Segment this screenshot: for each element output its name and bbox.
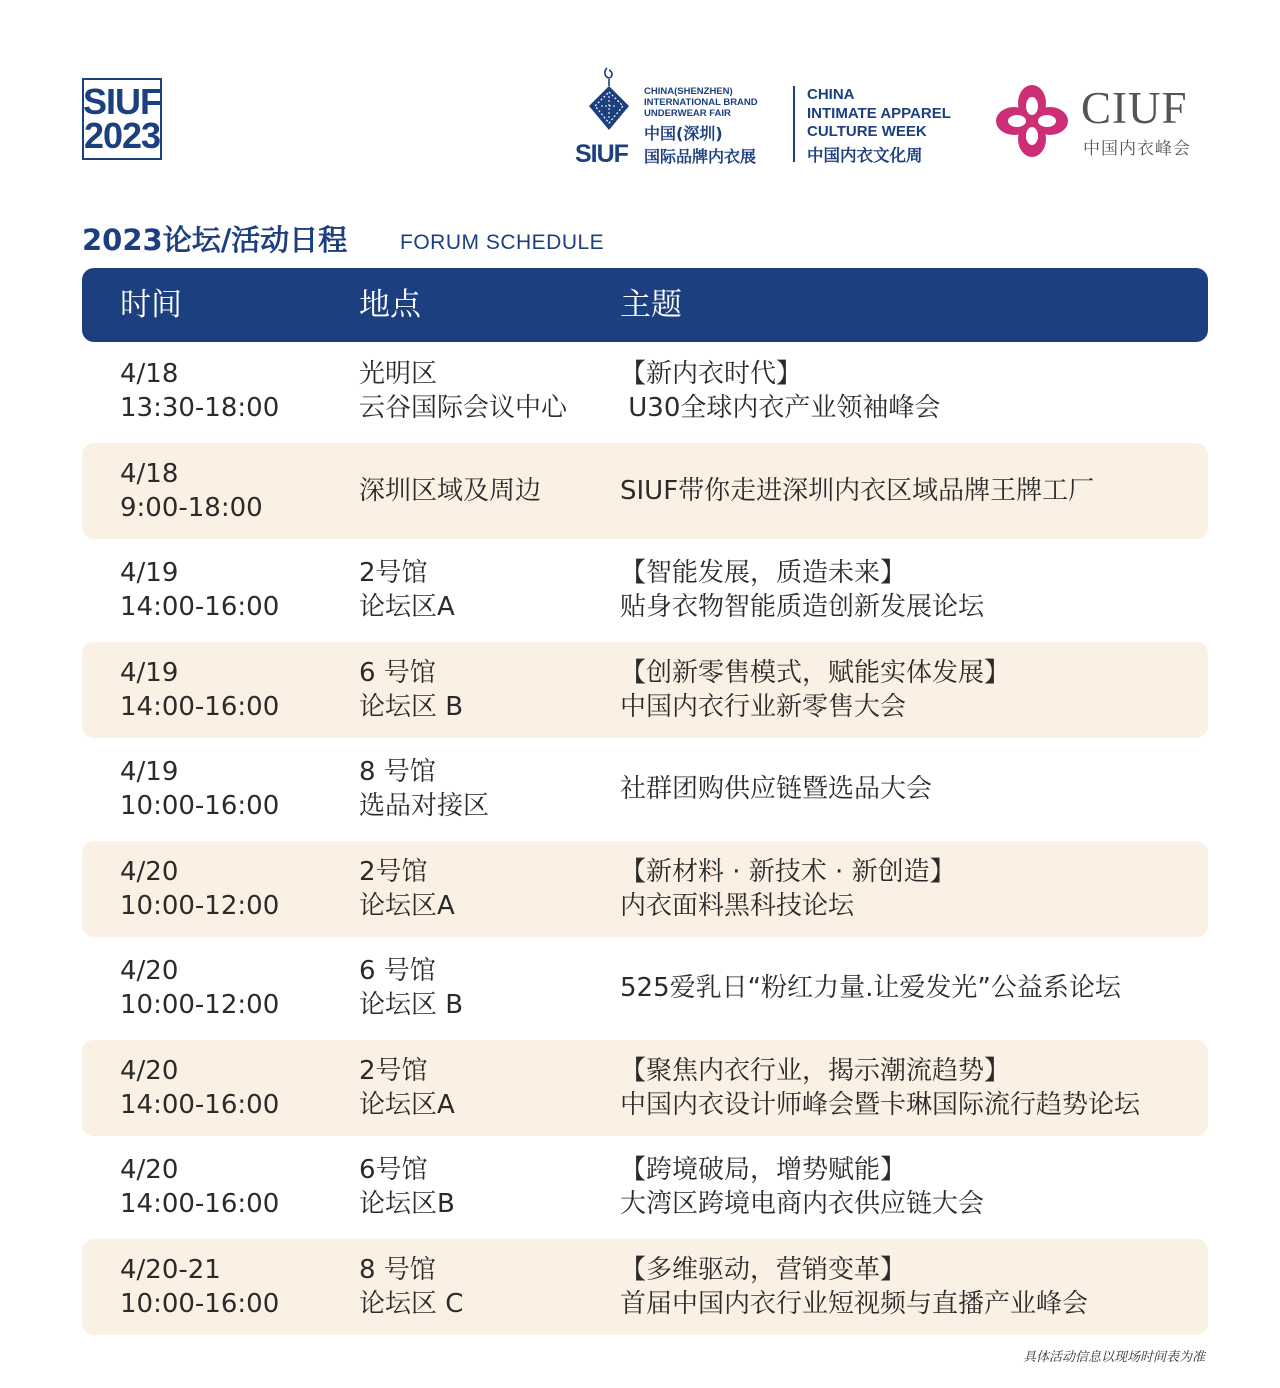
time-cell-line: 4/18 — [120, 359, 179, 389]
location-cell — [359, 642, 463, 738]
topic-cell-line: SIUF带你走进深圳内衣区域品牌王牌工厂 — [620, 476, 1095, 506]
topic-cell-line: 首届中国内衣行业短视频与直播产业峰会 — [620, 1289, 1089, 1319]
fair-cn-line: 国际品牌内衣展 — [644, 147, 757, 166]
fair-cn-line: 中国(深圳) — [644, 124, 723, 143]
location-cell — [359, 940, 463, 1036]
time-cell-line: 4/20 — [120, 1155, 179, 1185]
location-cell-line: 论坛区A — [359, 891, 455, 921]
culture-week-english — [807, 86, 951, 142]
topic-cell — [620, 741, 932, 837]
topic-cell — [620, 1040, 1140, 1136]
time-cell-line: 4/20 — [120, 1056, 179, 1086]
table-row — [82, 741, 1208, 837]
time-cell-line: 9:00-18:00 — [120, 493, 263, 523]
location-cell-line: 6 号馆 — [359, 658, 436, 688]
culture-week-chinese: 中国内衣文化周 — [807, 146, 923, 165]
time-cell-line: 4/18 — [120, 459, 179, 489]
location-cell-line: 2号馆 — [359, 1056, 428, 1086]
fair-en-line: INTERNATIONAL BRAND — [644, 97, 758, 108]
schedule-table-header — [82, 268, 1208, 342]
time-cell-line: 4/20 — [120, 956, 179, 986]
topic-cell — [620, 940, 1121, 1036]
location-cell — [359, 741, 489, 837]
topic-cell-line: 内衣面料黑科技论坛 — [620, 891, 855, 921]
column-header-location: 地点 — [359, 287, 421, 323]
time-cell-line: 14:00-16:00 — [120, 592, 280, 622]
footnote: 具体活动信息以现场时间表为准 — [1022, 1350, 1205, 1365]
location-cell-line: 论坛区 B — [359, 692, 464, 722]
location-cell-line: 6号馆 — [359, 1155, 428, 1185]
column-header-time: 时间 — [120, 287, 182, 323]
location-cell-line: 8 号馆 — [359, 1255, 436, 1285]
location-cell — [359, 443, 541, 539]
time-cell — [120, 542, 279, 638]
flower-icon — [995, 84, 1069, 158]
time-cell-line: 13:30-18:00 — [120, 393, 280, 423]
time-cell — [120, 1040, 279, 1136]
lace-emblem-icon — [585, 66, 633, 138]
topic-cell-line: 贴身衣物智能质造创新发展论坛 — [620, 592, 985, 622]
topic-cell — [620, 1139, 984, 1235]
time-cell-line: 10:00-12:00 — [120, 891, 280, 921]
time-cell-line: 10:00-16:00 — [120, 791, 280, 821]
location-cell-line: 6 号馆 — [359, 956, 436, 986]
location-cell-line: 2号馆 — [359, 857, 428, 887]
time-cell — [120, 1239, 279, 1335]
topic-cell-line: 中国内衣行业新零售大会 — [620, 692, 907, 722]
topic-cell — [620, 343, 940, 439]
page-subtitle: FORUM SCHEDULE — [400, 231, 605, 254]
table-row — [82, 1040, 1208, 1136]
location-cell — [359, 841, 455, 937]
table-row — [82, 343, 1208, 439]
location-cell-line: 8 号馆 — [359, 757, 436, 787]
topic-cell-line: U30全球内衣产业领袖峰会 — [620, 393, 941, 423]
time-cell-line: 4/19 — [120, 658, 179, 688]
table-row — [82, 443, 1208, 539]
location-cell-line: 论坛区A — [359, 1090, 455, 1120]
topic-cell — [620, 443, 1094, 539]
ciuf-wordmark: CIUF — [1081, 83, 1188, 133]
location-cell — [359, 1139, 455, 1235]
topic-cell-line: 525爱乳日“粉红力量.让爱发光”公益系论坛 — [620, 973, 1121, 1003]
topic-cell — [620, 841, 956, 937]
week-en-line: INTIMATE APPAREL — [807, 104, 951, 122]
location-cell-line: 论坛区A — [359, 592, 455, 622]
time-cell-line: 4/20-21 — [120, 1255, 221, 1285]
time-cell-line: 14:00-16:00 — [120, 1189, 280, 1219]
topic-cell — [620, 642, 1010, 738]
location-cell — [359, 1239, 463, 1335]
topic-cell-line: 大湾区跨境电商内衣供应链大会 — [620, 1189, 985, 1219]
week-en-line: CHINA — [807, 86, 855, 103]
location-cell — [359, 1040, 455, 1136]
time-cell-line: 10:00-16:00 — [120, 1289, 280, 1319]
fair-logo — [575, 66, 955, 166]
time-cell — [120, 940, 279, 1036]
topic-cell-line: 【聚焦内衣行业，揭示潮流趋势】 — [620, 1056, 1011, 1086]
fair-en-line: UNDERWEAR FAIR — [644, 108, 731, 119]
ciuf-chinese-name: 中国内衣峰会 — [1083, 139, 1191, 159]
table-row — [82, 642, 1208, 738]
fair-english-name — [644, 86, 774, 119]
location-cell — [359, 542, 455, 638]
logo-divider — [793, 86, 795, 162]
topic-cell-line: 社群团购供应链暨选品大会 — [620, 774, 933, 804]
table-row — [82, 542, 1208, 638]
table-row — [82, 841, 1208, 937]
topic-cell — [620, 542, 984, 638]
time-cell — [120, 642, 279, 738]
siuf-logo-line2: 2023 — [83, 115, 161, 156]
siuf-2023-logo — [82, 78, 162, 160]
fair-wordmark: SIUF — [575, 140, 628, 168]
time-cell-line: 4/19 — [120, 558, 179, 588]
topic-cell-line: 【多维驱动，营销变革】 — [620, 1255, 907, 1285]
table-row — [82, 1139, 1208, 1235]
time-cell — [120, 1139, 279, 1235]
time-cell — [120, 343, 279, 439]
time-cell-line: 14:00-16:00 — [120, 692, 280, 722]
location-cell-line: 论坛区B — [359, 1189, 455, 1219]
location-cell-line: 云谷国际会议中心 — [359, 393, 568, 423]
topic-cell-line: 【新内衣时代】 — [620, 359, 803, 389]
location-cell-line: 选品对接区 — [359, 791, 490, 821]
page-title: 2023论坛/活动日程 — [82, 223, 348, 257]
week-en-line: CULTURE WEEK — [807, 123, 927, 140]
column-header-topic: 主题 — [620, 287, 682, 323]
siuf-logo-line1: SIUF — [83, 81, 162, 122]
time-cell-line: 4/19 — [120, 757, 179, 787]
fair-en-line: CHINA(SHENZHEN) — [644, 86, 733, 97]
location-cell-line: 光明区 — [359, 359, 438, 389]
time-cell-line: 10:00-12:00 — [120, 990, 280, 1020]
location-cell-line: 深圳区域及周边 — [359, 476, 542, 506]
time-cell — [120, 443, 263, 539]
topic-cell-line: 中国内衣设计师峰会暨卡琳国际流行趋势论坛 — [620, 1090, 1141, 1120]
table-row — [82, 1239, 1208, 1335]
location-cell-line: 2号馆 — [359, 558, 428, 588]
topic-cell — [620, 1239, 1088, 1335]
topic-cell-line: 【跨境破局，增势赋能】 — [620, 1155, 907, 1185]
time-cell-line: 14:00-16:00 — [120, 1090, 280, 1120]
time-cell — [120, 741, 279, 837]
ciuf-logo — [995, 84, 1215, 164]
time-cell — [120, 841, 279, 937]
location-cell-line: 论坛区 B — [359, 990, 464, 1020]
location-cell-line: 论坛区 C — [359, 1289, 464, 1319]
location-cell — [359, 343, 567, 439]
time-cell-line: 4/20 — [120, 857, 179, 887]
fair-chinese-name — [644, 122, 756, 168]
topic-cell-line: 【新材料 · 新技术 · 新创造】 — [620, 857, 956, 887]
topic-cell-line: 【智能发展，质造未来】 — [620, 558, 907, 588]
table-row — [82, 940, 1208, 1036]
topic-cell-line: 【创新零售模式，赋能实体发展】 — [620, 658, 1011, 688]
